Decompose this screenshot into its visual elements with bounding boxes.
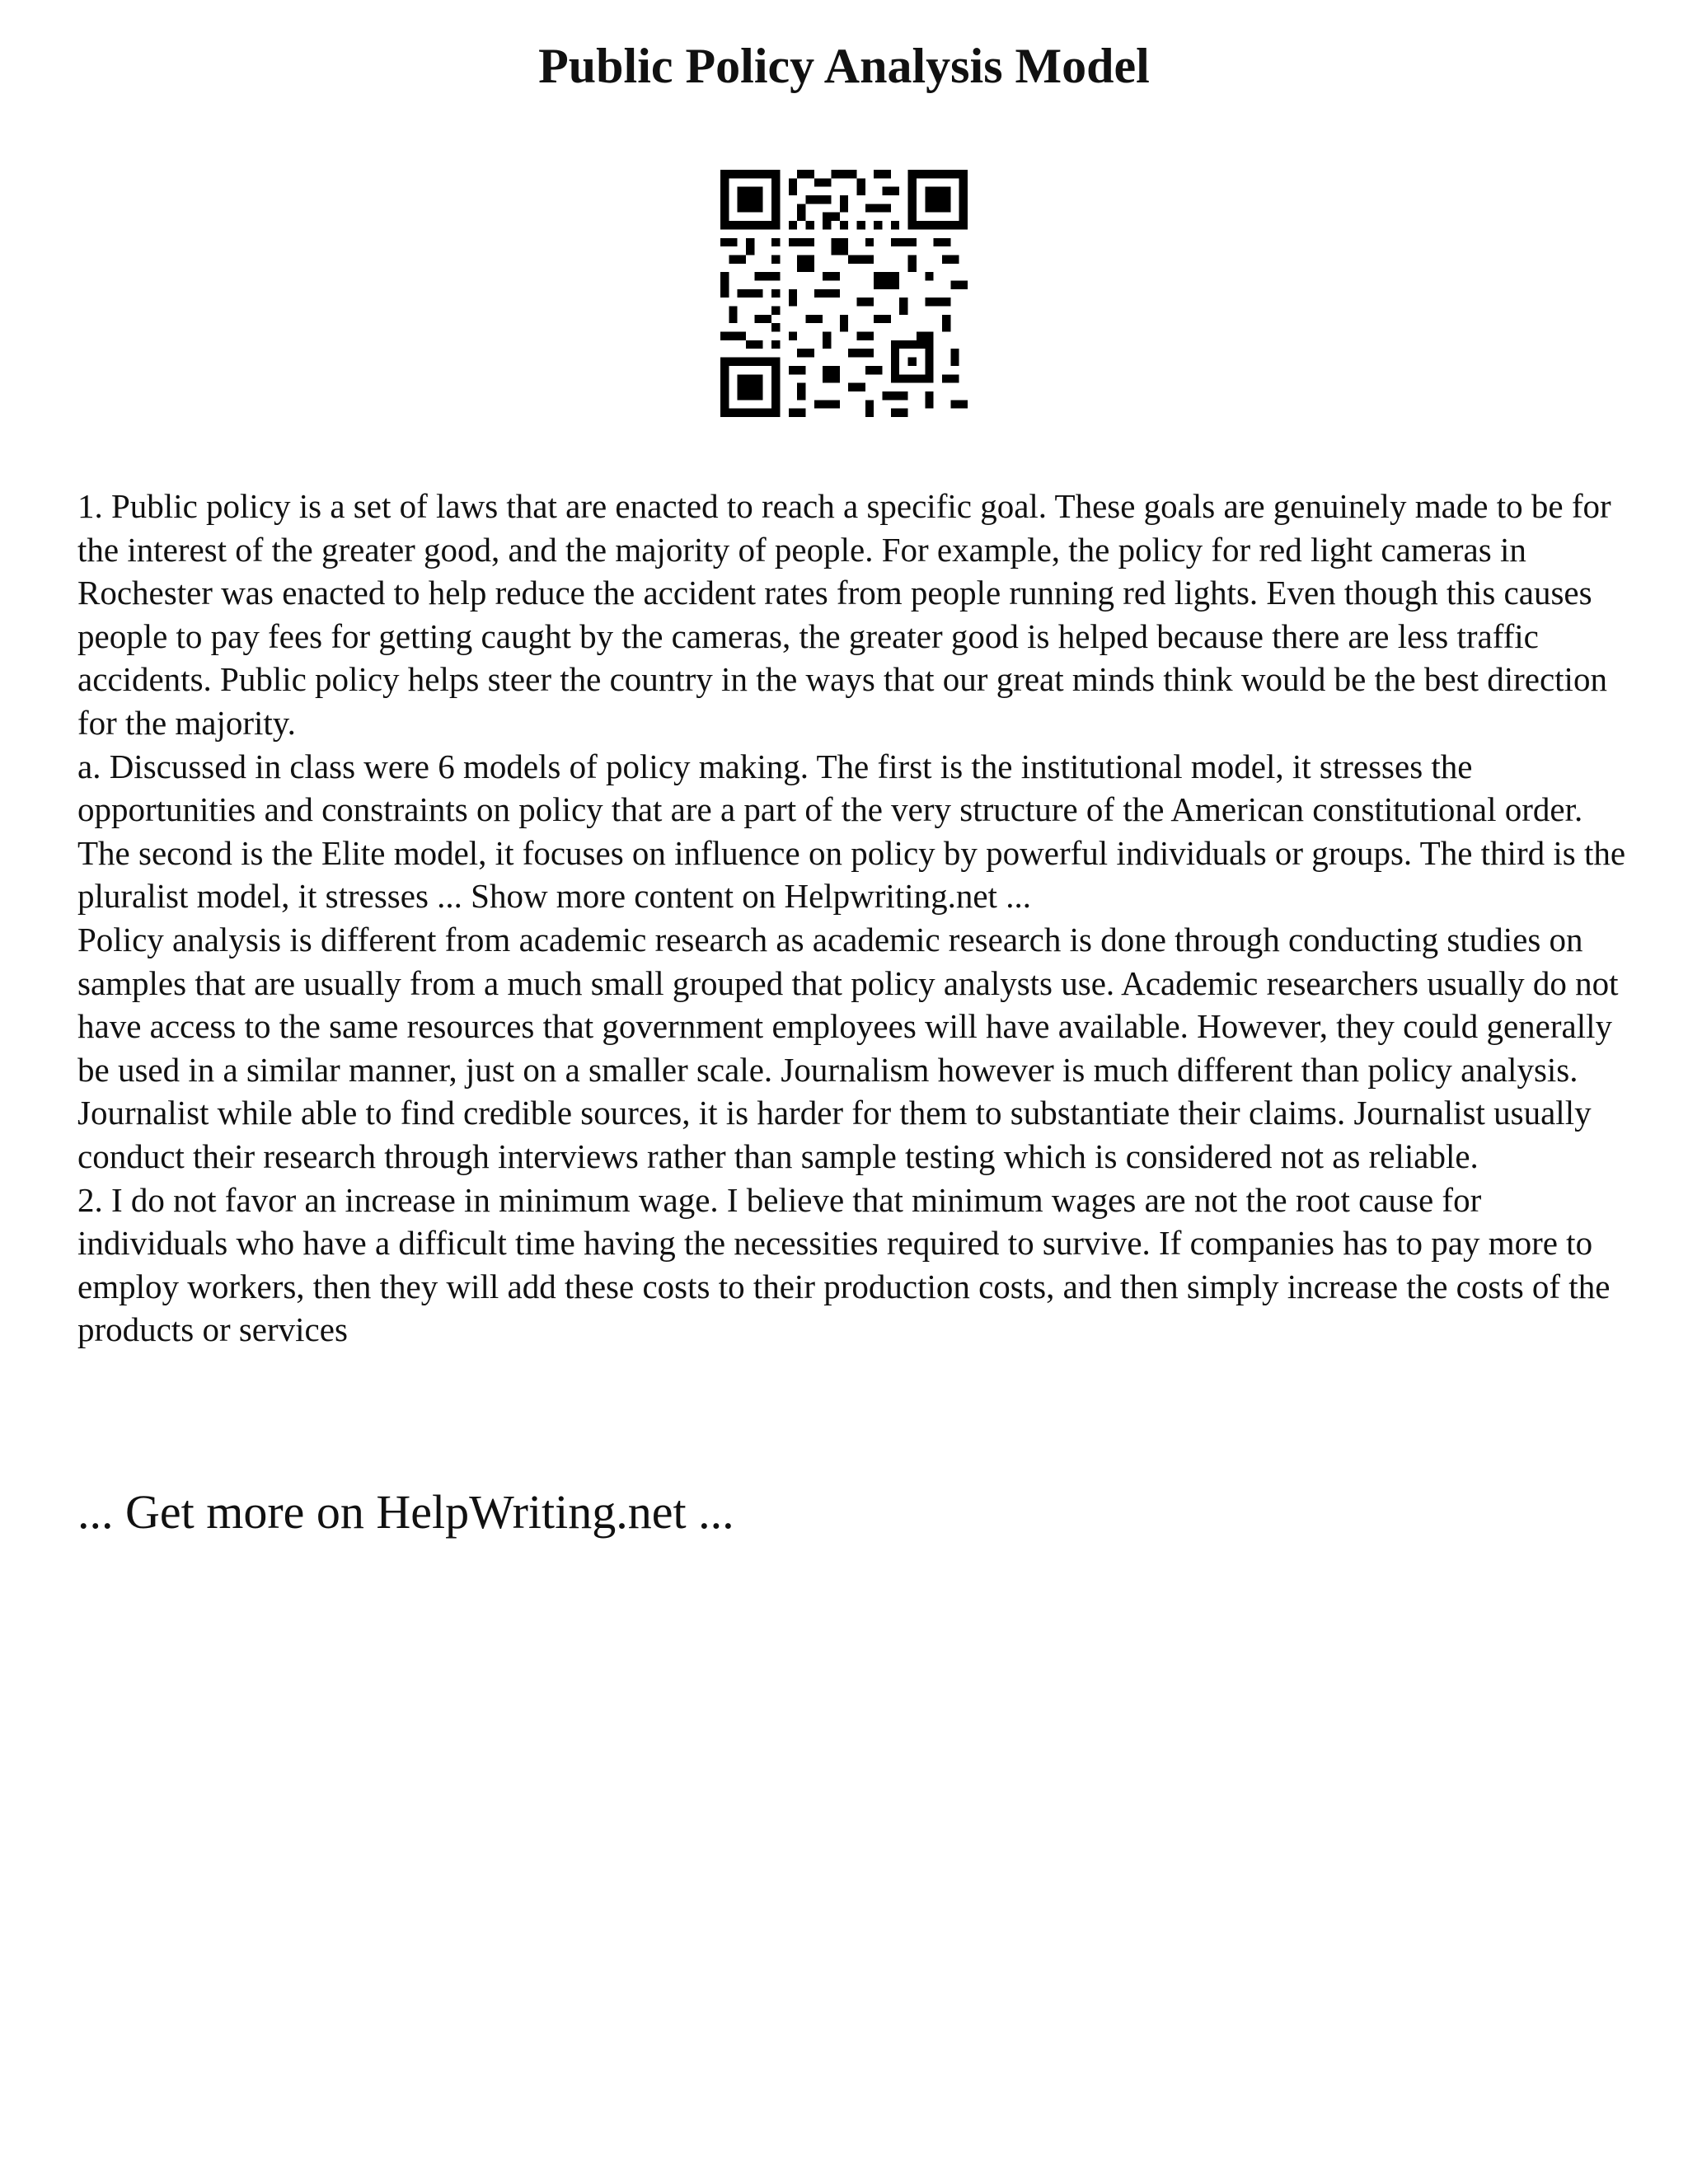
paragraph-2: a. Discussed in class were 6 models of policy making. The first is the institutional model, it stresses the opportunities and constraints on policy that are a part of the very structure of the American constitutional order. The second is the Elite model, it focuses on influence on policy by powerful individuals or groups. The third is the pluralist model, it stresses ... Show more content on Helpwriting.net ...	[77, 747, 1626, 916]
qr-code-icon	[720, 170, 968, 417]
page-title: Public Policy Analysis Model	[538, 39, 1150, 93]
get-more-link[interactable]: ... Get more on HelpWriting.net ...	[77, 1485, 734, 1539]
paragraph-3: Policy analysis is different from academic research as academic research is done through conducting studies on samples that are usually from a much small grouped that policy analysts use. Academic researchers usually do not have access to the same resources that government employees will have available. However, they could generally be used in a similar manner, just on a smaller scale. Journalism however is much different than policy analysis. Journalist while able to find credible sources, it is harder for them to substantiate their claims. Journalist usually conduct their research through interviews rather than sample testing which is considered not as reliable.	[77, 920, 1619, 1175]
document-body	[77, 485, 1627, 1352]
paragraph-1: 1. Public policy is a set of laws that are enacted to reach a specific goal. These goals are genuinely made to be for the interest of the greater good, and the majority of people. For example, the policy for red light cameras in Rochester was enacted to help reduce the accident rates from people running red lights. Even though this causes people to pay fees for getting caught by the cameras, the greater good is helped because there are less traffic accidents. Public policy helps steer the country in the ways that our great minds think would be the best direction for the majority.	[77, 487, 1611, 742]
paragraph-4: 2. I do not favor an increase in minimum wage. I believe that minimum wages are not the root cause for individuals who have a difficult time having the necessities required to survive. If companies has to pay more to employ workers, then they will add these costs to their production costs, and then simply increase the costs of the products or services	[77, 1180, 1611, 1349]
